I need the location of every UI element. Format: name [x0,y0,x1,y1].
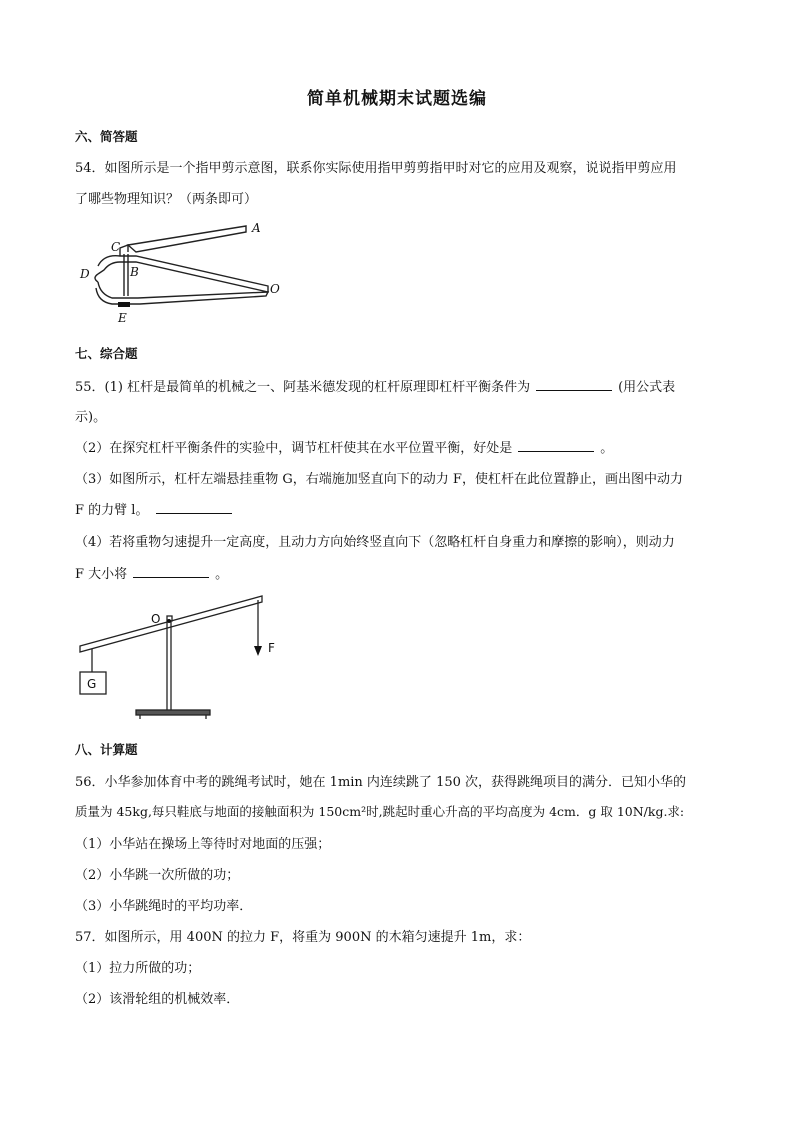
q55-p2-tail: 。 [600,441,614,456]
q55-part4-line1: （4）若将重物匀速提升一定高度，且动力方向始终竖直向下（忽略杠杆自身重力和摩擦的影响），则动力 [75,535,675,550]
page-title: 简单机械期末试题选编 [307,89,487,109]
label-O: O [270,282,280,296]
answer-blank-3[interactable] [156,501,232,514]
q55-p1-text: 55．(1) 杠杆是最简单的机械之一、阿基米德发现的杠杆原理即杠杆平衡条件为 [75,380,531,395]
q55-p3-text: F 的力臂 l。 [75,503,149,518]
q56-sub2: （2）小华跳一次所做的功； [75,868,240,883]
q55-part2 [75,437,613,456]
q57-text-line1: 57．如图所示，用 400N 的拉力 F，将重为 900N 的木箱匀速提升 1m，求： [75,930,531,945]
pivot-e [118,302,130,307]
lower-jaw [96,282,268,304]
label-D: D [80,267,90,281]
lever-arm [128,226,246,252]
label-C: C [111,240,121,254]
q56-text-line1: 56．小华参加体育中考的跳绳考试时，她在 1min 内连续跳了 150 次，获得跳绳项目的满分．已知小华的 [75,775,687,790]
q56-sub1: （1）小华站在操场上等待时对地面的压强； [75,837,331,852]
q55-part4-line2 [75,563,228,582]
q57-sub2: （2）该滑轮组的机械效率． [75,992,240,1007]
label-G: G [87,677,97,691]
q54-text-line2: 了哪些物理知识？（两条即可） [75,192,258,207]
label-O: O [151,612,161,626]
q56-text-line2: 质量为 45kg,每只鞋底与地面的接触面积为 150cm²时,跳起时重心升高的平均高度为 4cm．g 取 10N/kg.求: [75,804,685,819]
q55-p4-text: F 大小将 [75,567,128,582]
q55-p2-text: （2）在探究杠杆平衡条件的实验中，调节杠杆使其在水平位置平衡，好处是 [75,441,513,456]
label-A: A [252,221,261,235]
section-heading-short-answer: 六、简答题 [75,129,138,144]
q55-part1-line1 [75,376,675,395]
nail-clipper-figure [78,218,288,330]
q55-p1-tail: (用公式表 [618,380,676,395]
q54-text-line1: 54．如图所示是一个指甲剪示意图，联系你实际使用指甲剪剪指甲时对它的应用及观察，说说指甲剪应用 [75,161,677,176]
q55-part3-line2 [75,499,238,518]
section-heading-comprehensive: 七、综合题 [75,346,138,361]
answer-blank-2[interactable] [518,439,594,452]
stand-base [136,710,210,715]
q55-part3-line1: （3）如图所示，杠杆左端悬挂重物 G，右端施加竖直向下的动力 F，使杠杆在此位置静止，画出图中动力 [75,472,683,487]
section-heading-calculation: 八、计算题 [75,742,138,757]
label-F: F [268,641,275,655]
label-B: B [130,265,139,279]
q57-sub1: （1）拉力所做的功； [75,961,201,976]
answer-blank-1[interactable] [536,378,612,391]
q56-sub3: （3）小华跳绳时的平均功率． [75,899,253,914]
label-E: E [118,311,127,325]
q55-p4-tail: 。 [215,567,229,582]
lever-figure [78,590,298,725]
q55-part1-line2: 示)。 [75,410,107,425]
force-arrowhead [254,646,262,656]
answer-blank-4[interactable] [133,565,209,578]
